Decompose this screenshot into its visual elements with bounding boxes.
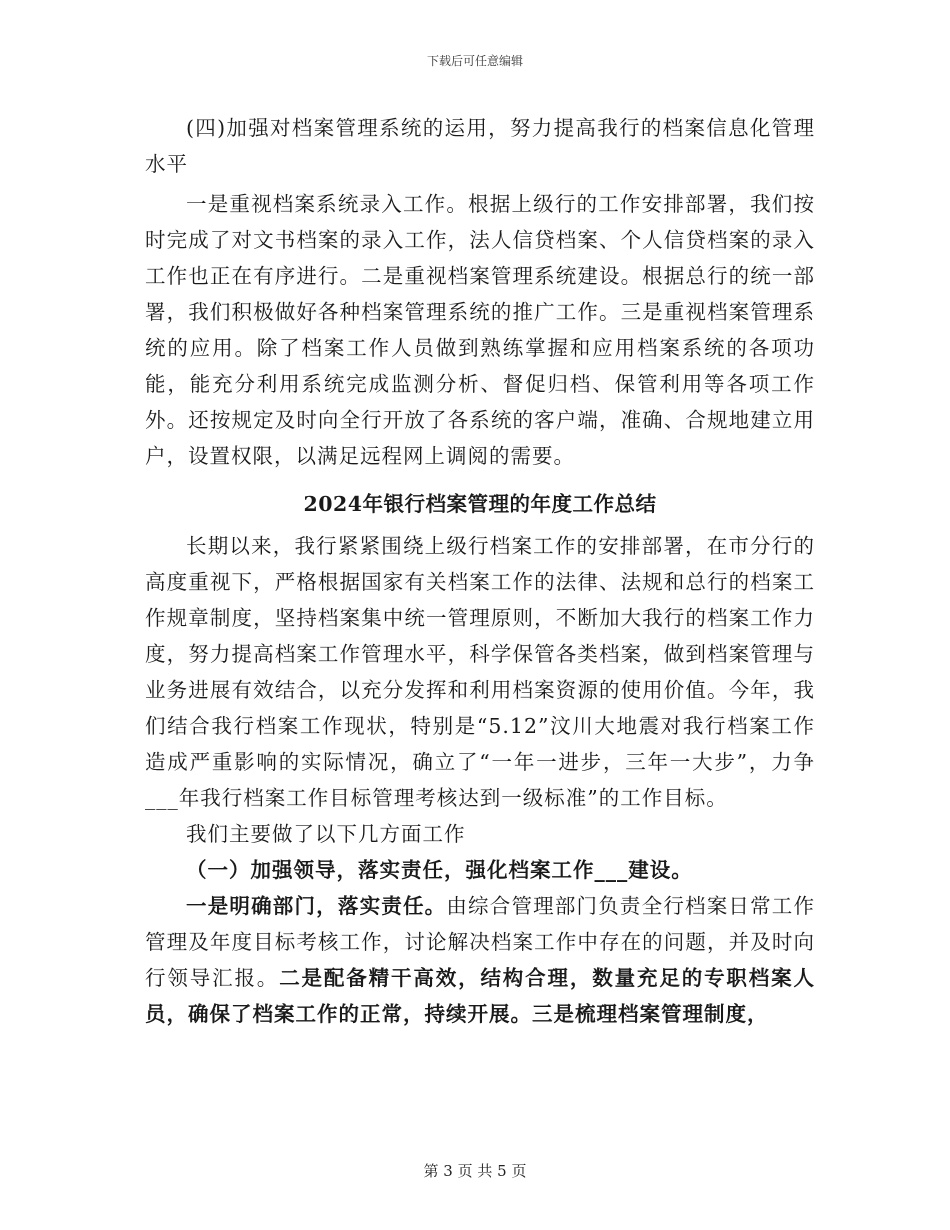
section-heading-four-line2: 理水平 <box>145 116 815 176</box>
section-one-point1-bold: 一是明确部门，落实责任。 <box>186 894 447 918</box>
section-four-body: 一是重视档案系统录入工作。根据上级行的工作安排部署，我们按时完成了对文书档案的录入工作，法人信贷档案、个人信贷档案的录入工作也正在有序进行。二是重视档案管理系统建设。根据总行的统一部署，我们积极做好各种档案管理系统的推广工作。三是重视档案管理系统的应用。除了档案工作人员做到熟练掌握和应用档案系统的各项功能，能充分利用系统完成监测分析、督促归档、保管利用等各项工作外。还按规定及时向全行开放了各系统的客户端，准确、合规地建立用户，设置权限，以满足远程网上调阅的需要。 <box>145 192 815 468</box>
section-one-point2-bold: 二是配备精干高效，结构合理，数量充足的专职档案人员，确保了档案工作的正常，持续开展。三是梳理档案管理制度， <box>145 966 816 1026</box>
document-body <box>145 110 815 1032</box>
section-heading-four <box>145 110 815 182</box>
intro-paragraph: 长期以来，我行紧紧围绕上级行档案工作的安排部署，在市分行的高度重视下，严格根据国家有关档案工作的法律、法规和总行的档案工作规章制度，坚持档案集中统一管理原则，不断加大我行的档案工作力度，努力提高档案工作管理水平，科学保管各类档案，做到档案管理与业务进展有效结合，以充分发挥和利用档案资源的使用价值。今年，我们结合我行档案工作现状，特别是“5.12”汶川大地震对我行档案工作造成严重影响的实际情况，确立了“一年一进步，三年一大步”，力争___年我行档案工作目标管理考核达到一级标准”的工作目标。 <box>145 534 815 810</box>
document-title: 2024年银行档案管理的年度工作总结 <box>303 492 657 516</box>
page-header-note: 下载后可任意编辑 <box>426 54 523 68</box>
section-one-body <box>145 888 815 1032</box>
summary-line: 我们主要做了以下几方面工作 <box>186 822 466 846</box>
section-one-point1-text: 由综合管理部门负责全行档案日常工作管理及年度目标考核工作，讨论解决档案工作中存在的问题，并及时向行领导汇报。 <box>145 894 816 990</box>
page-footer: 第 3 页 共 5 页 <box>423 1162 527 1180</box>
section-heading-four-line1: (四)加强对档案管理系统的运用，努力提高我行的档案信息化管 <box>186 116 794 140</box>
section-one-heading: （一）加强领导，落实责任，强化档案工作___建设。 <box>186 858 693 882</box>
